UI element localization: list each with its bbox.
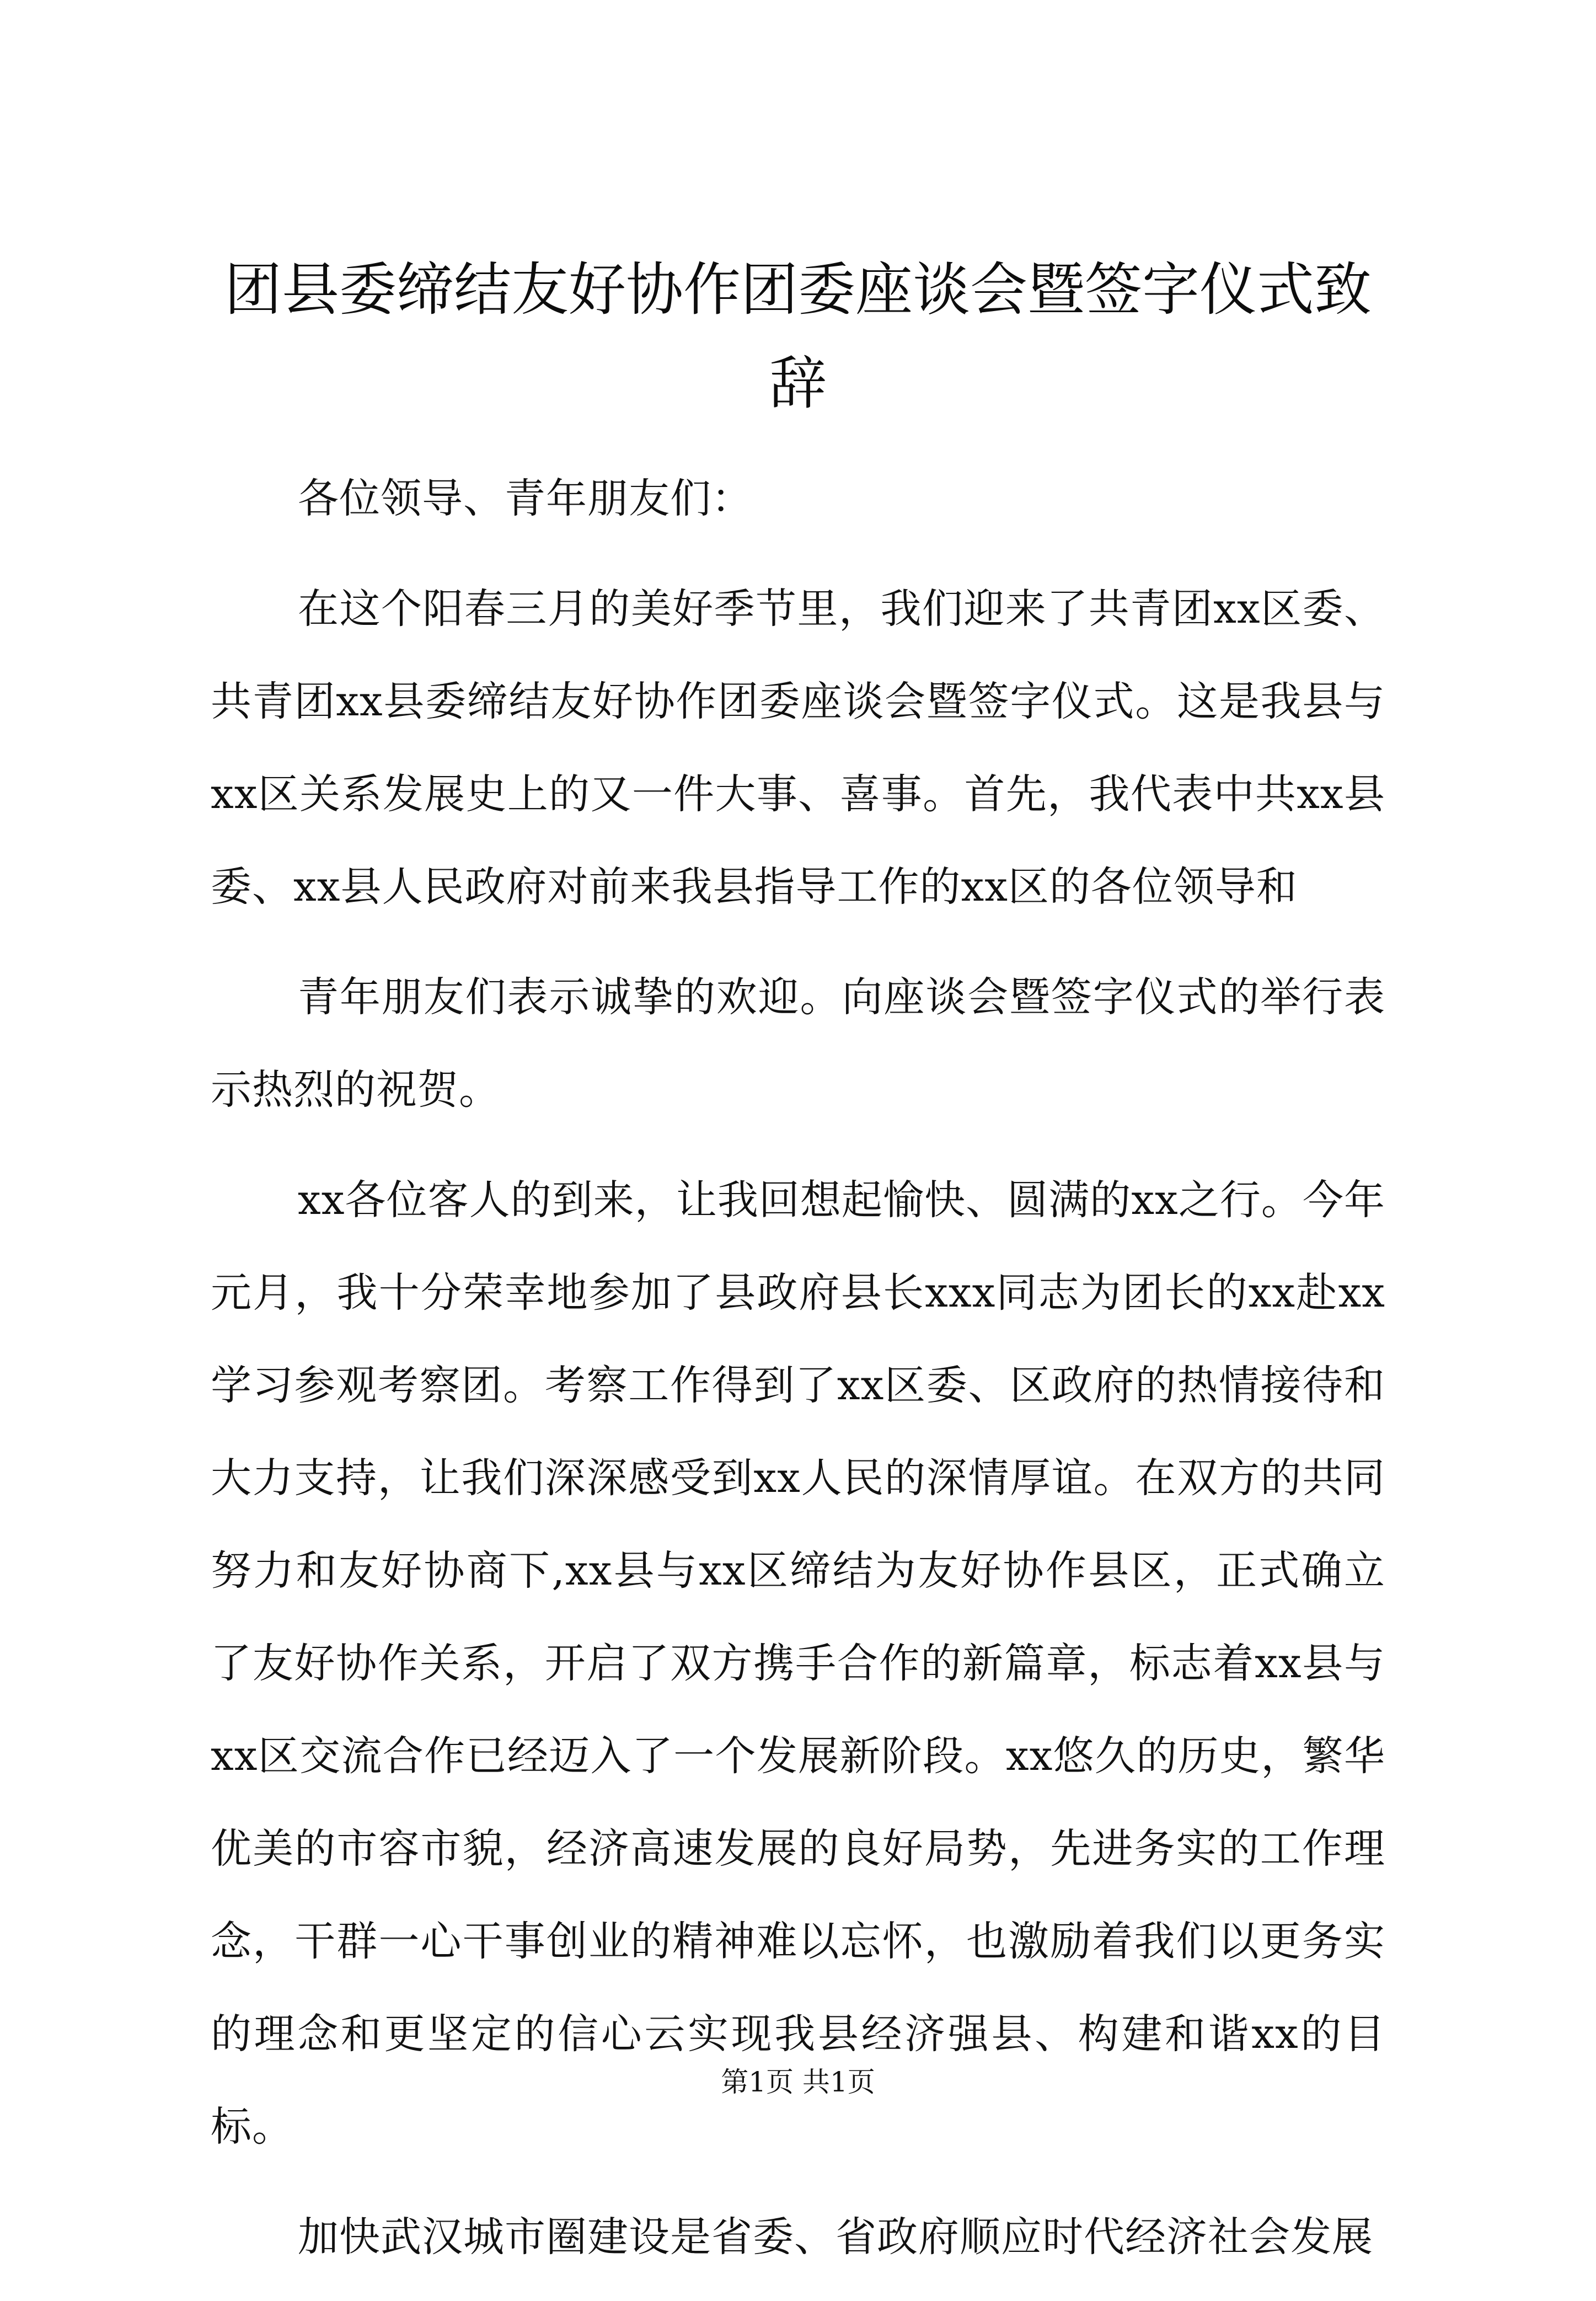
salutation-paragraph: 各位领导、青年朋友们： <box>298 475 753 522</box>
body-paragraph: 加快武汉城市圈建设是省委、省政府顺应时代经济社会发展 <box>298 2213 1373 2261</box>
body-paragraph: xx各位客人的到来，让我回想起愉快、圆满的xx之行。今年元月，我十分荣幸地参加了县政府县长xxx同志为团长的xx赴xx学习参观考察团。考察工作得到了xx区委、区政府的热情接待和大力支持，让我们深深感受到xx人民的深情厚谊。在双方的共同努力和友好协商下,xx县与xx区缔结为友好协作县区，正式确立了友好协作关系，开启了双方携手合作的新篇章，标志着xx县与xx区交流合作已经迈入了一个发展新阶段。xx悠久的历史，繁华优美的市容市貌，经济高速发展的良好局势，先进务实的工作理念，干群一心干事创业的精神难以忘怀，也激励着我们以更务实的理念和更坚定的信心云实现我县经济强县、构建和谐xx的目标。 <box>211 1176 1385 2150</box>
document-title: 团县委缔结友好协作团委座谈会暨签字仪式致辞 <box>224 256 1372 417</box>
body-paragraph: 青年朋友们表示诚挚的欢迎。向座谈会暨签字仪式的举行表示热烈的祝贺。 <box>211 973 1385 1114</box>
document-body <box>211 452 1385 2301</box>
page-footer: 第1页 共1页 <box>721 2066 875 2098</box>
body-paragraph: 在这个阳春三月的美好季节里，我们迎来了共青团xx区委、共青团xx县委缔结友好协作团委座谈会暨签字仪式。这是我县与xx区关系发展史上的又一件大事、喜事。首先，我代表中共xx县委、xx县人民政府对前来我县指导工作的xx区的各位领导和 <box>211 585 1385 911</box>
